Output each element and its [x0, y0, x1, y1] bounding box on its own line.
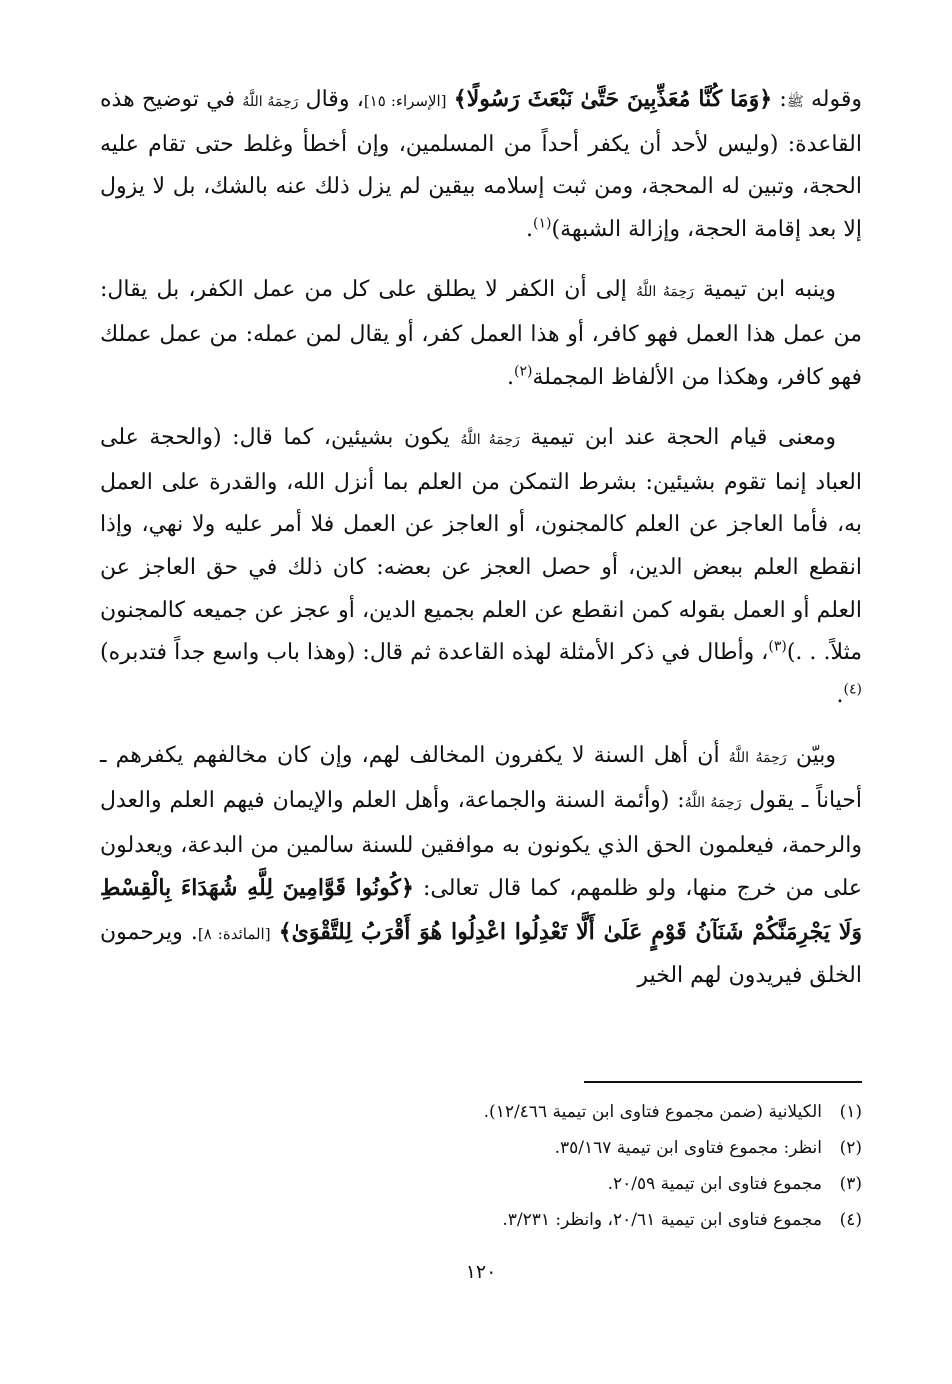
- footnote-marker: (٣): [768, 638, 787, 655]
- book-page: [100, 78, 862, 1378]
- text-segment: وقوله: [803, 87, 862, 112]
- text-segment: يكون بشيئين، كما قال: (والحجة على العباد إنما تقوم بشيئين: بشرط التمكن من العلم بما أنزل الله، والقدرة على العمل به، فأما العاجز عن العلم كالمجنون، أو العاجز عن العمل فلا أمر عليه ولا نهي، وإذا انقطع العلم ببعض الدين، أو حصل العجز عن بعضه: كان ذلك في حق العاجز عن العلم أو العمل بقوله كمن انقطع عن العلم بجميع الدين، أو عجز عن جميعه كالمجنون مثلاً. . .): [100, 425, 863, 666]
- text-segment: ، وأطال في ذكر الأمثلة لهذه القاعدة ثم قال: (وهذا باب واسع جداً فتدبره): [100, 640, 769, 666]
- honorific: رَحِمَهُ اللَّهُ: [460, 432, 520, 449]
- footnote: [100, 1130, 862, 1166]
- footnote-marker: (١): [533, 215, 552, 232]
- text-segment: إلى أن الكفر لا يطلق على كل من عمل الكفر، بل يقال: من عمل هذا العمل فهو كافر، أو هذا العمل كفر، أو يقال لمن عمله: من عمل عملك فهو كافر، وهكذا من الألفاظ المجملة: [100, 277, 862, 390]
- honorific: رَحِمَهُ اللَّهُ: [635, 284, 694, 301]
- text-segment: :: [772, 87, 787, 112]
- paragraph-2: [100, 269, 862, 399]
- honorific: رَحِمَهُ اللَّهُ: [728, 750, 787, 767]
- footnote-number: (٤): [839, 1210, 862, 1230]
- footnote-text: انظر: مجموع فتاوى ابن تيمية ٣٥/١٦٧.: [554, 1138, 822, 1158]
- quran-verse: ﴿كُونُوا قَوَّامِينَ لِلَّهِ شُهَدَاءَ بِالْقِسْطِ وَلَا يَجْرِمَنَّكُمْ شَنَآنُ قَوْمٍ عَلَىٰ أَلَّا تَعْدِلُوا اعْدِلُوا هُوَ أَقْرَبُ لِلتَّقْوَىٰ﴾: [100, 875, 863, 945]
- footnote-number: (٢): [839, 1138, 862, 1158]
- footnotes: [100, 1094, 862, 1238]
- text-segment: ، وقال: [298, 87, 364, 112]
- footnote: [100, 1166, 862, 1202]
- footnote-text: الكيلانية (ضمن مجموع فتاوى ابن تيمية ١٢/٤٦٦).: [483, 1102, 822, 1122]
- footnote-marker: (٤): [843, 681, 862, 698]
- paragraph-1: [100, 78, 862, 251]
- honorific: ﷺ: [786, 94, 804, 110]
- footnote-text: مجموع فتاوى ابن تيمية ٢٠/٥٩.: [607, 1174, 822, 1194]
- quran-verse: ﴿وَمَا كُنَّا مُعَذِّبِينَ حَتَّىٰ نَبْعَثَ رَسُولًا﴾: [453, 86, 773, 112]
- verse-reference: [الإسراء: ١٥]: [363, 92, 447, 110]
- footnote-divider: [584, 1081, 862, 1083]
- text-segment: في توضيح هذه القاعدة: (وليس لأحد أن يكفر أحداً من المسلمين، وإن أخطأ وغلط حتى تقام عليه الحجة، وتبين له المحجة، ومن ثبت إسلامه بيقين لم يزل ذلك عنه بالشك، بل لا يزول إلا بعد إقامة الحجة، وإزالة الشبهة): [100, 87, 862, 242]
- verse-reference: [المائدة: ٨]: [197, 924, 271, 943]
- text-segment: ومعنى قيام الحجة عند ابن تيمية: [519, 425, 836, 451]
- honorific: رَحِمَهُ اللَّهُ: [242, 94, 299, 110]
- main-text: [100, 78, 862, 998]
- text-segment: .: [526, 216, 534, 242]
- footnote-marker: (٢): [513, 363, 533, 380]
- text-segment: : (وأئمة السنة والجماعة، وأهل العلم والإيمان فيهم العلم والعدل والرحمة، فيعلمون الحق الذي يكونون به موافقين للسنة سالمين من البدعة، ويعدلون على من خرج منها، ولو ظلمهم، كما قال تعالى:: [100, 787, 862, 902]
- footnote-number: (٣): [839, 1174, 862, 1194]
- text-segment: وبيّن: [786, 743, 836, 769]
- text-segment: وينبه ابن تيمية: [693, 277, 837, 303]
- paragraph-4: [100, 735, 862, 998]
- footnote-number: (١): [839, 1102, 862, 1122]
- paragraph-3: [100, 417, 862, 717]
- page-number: ١٢٠: [465, 1261, 497, 1283]
- honorific: رَحِمَهُ اللَّهُ: [684, 794, 742, 811]
- text-segment: أن أهل السنة لا يكفرون المخالف لهم، وإن كان مخالفهم يكفرهم ـ أحياناً ـ يقول: [100, 743, 862, 813]
- text-segment: .: [506, 364, 514, 390]
- footnote: [100, 1094, 862, 1130]
- text-segment: .: [836, 682, 844, 708]
- text-segment: . ويرحمون الخلق فيريدون لهم الخير: [100, 919, 862, 989]
- footnote: [100, 1202, 862, 1238]
- footnote-text: مجموع فتاوى ابن تيمية ٢٠/٦١، وانظر: ٣/٢٣١.: [502, 1210, 822, 1230]
